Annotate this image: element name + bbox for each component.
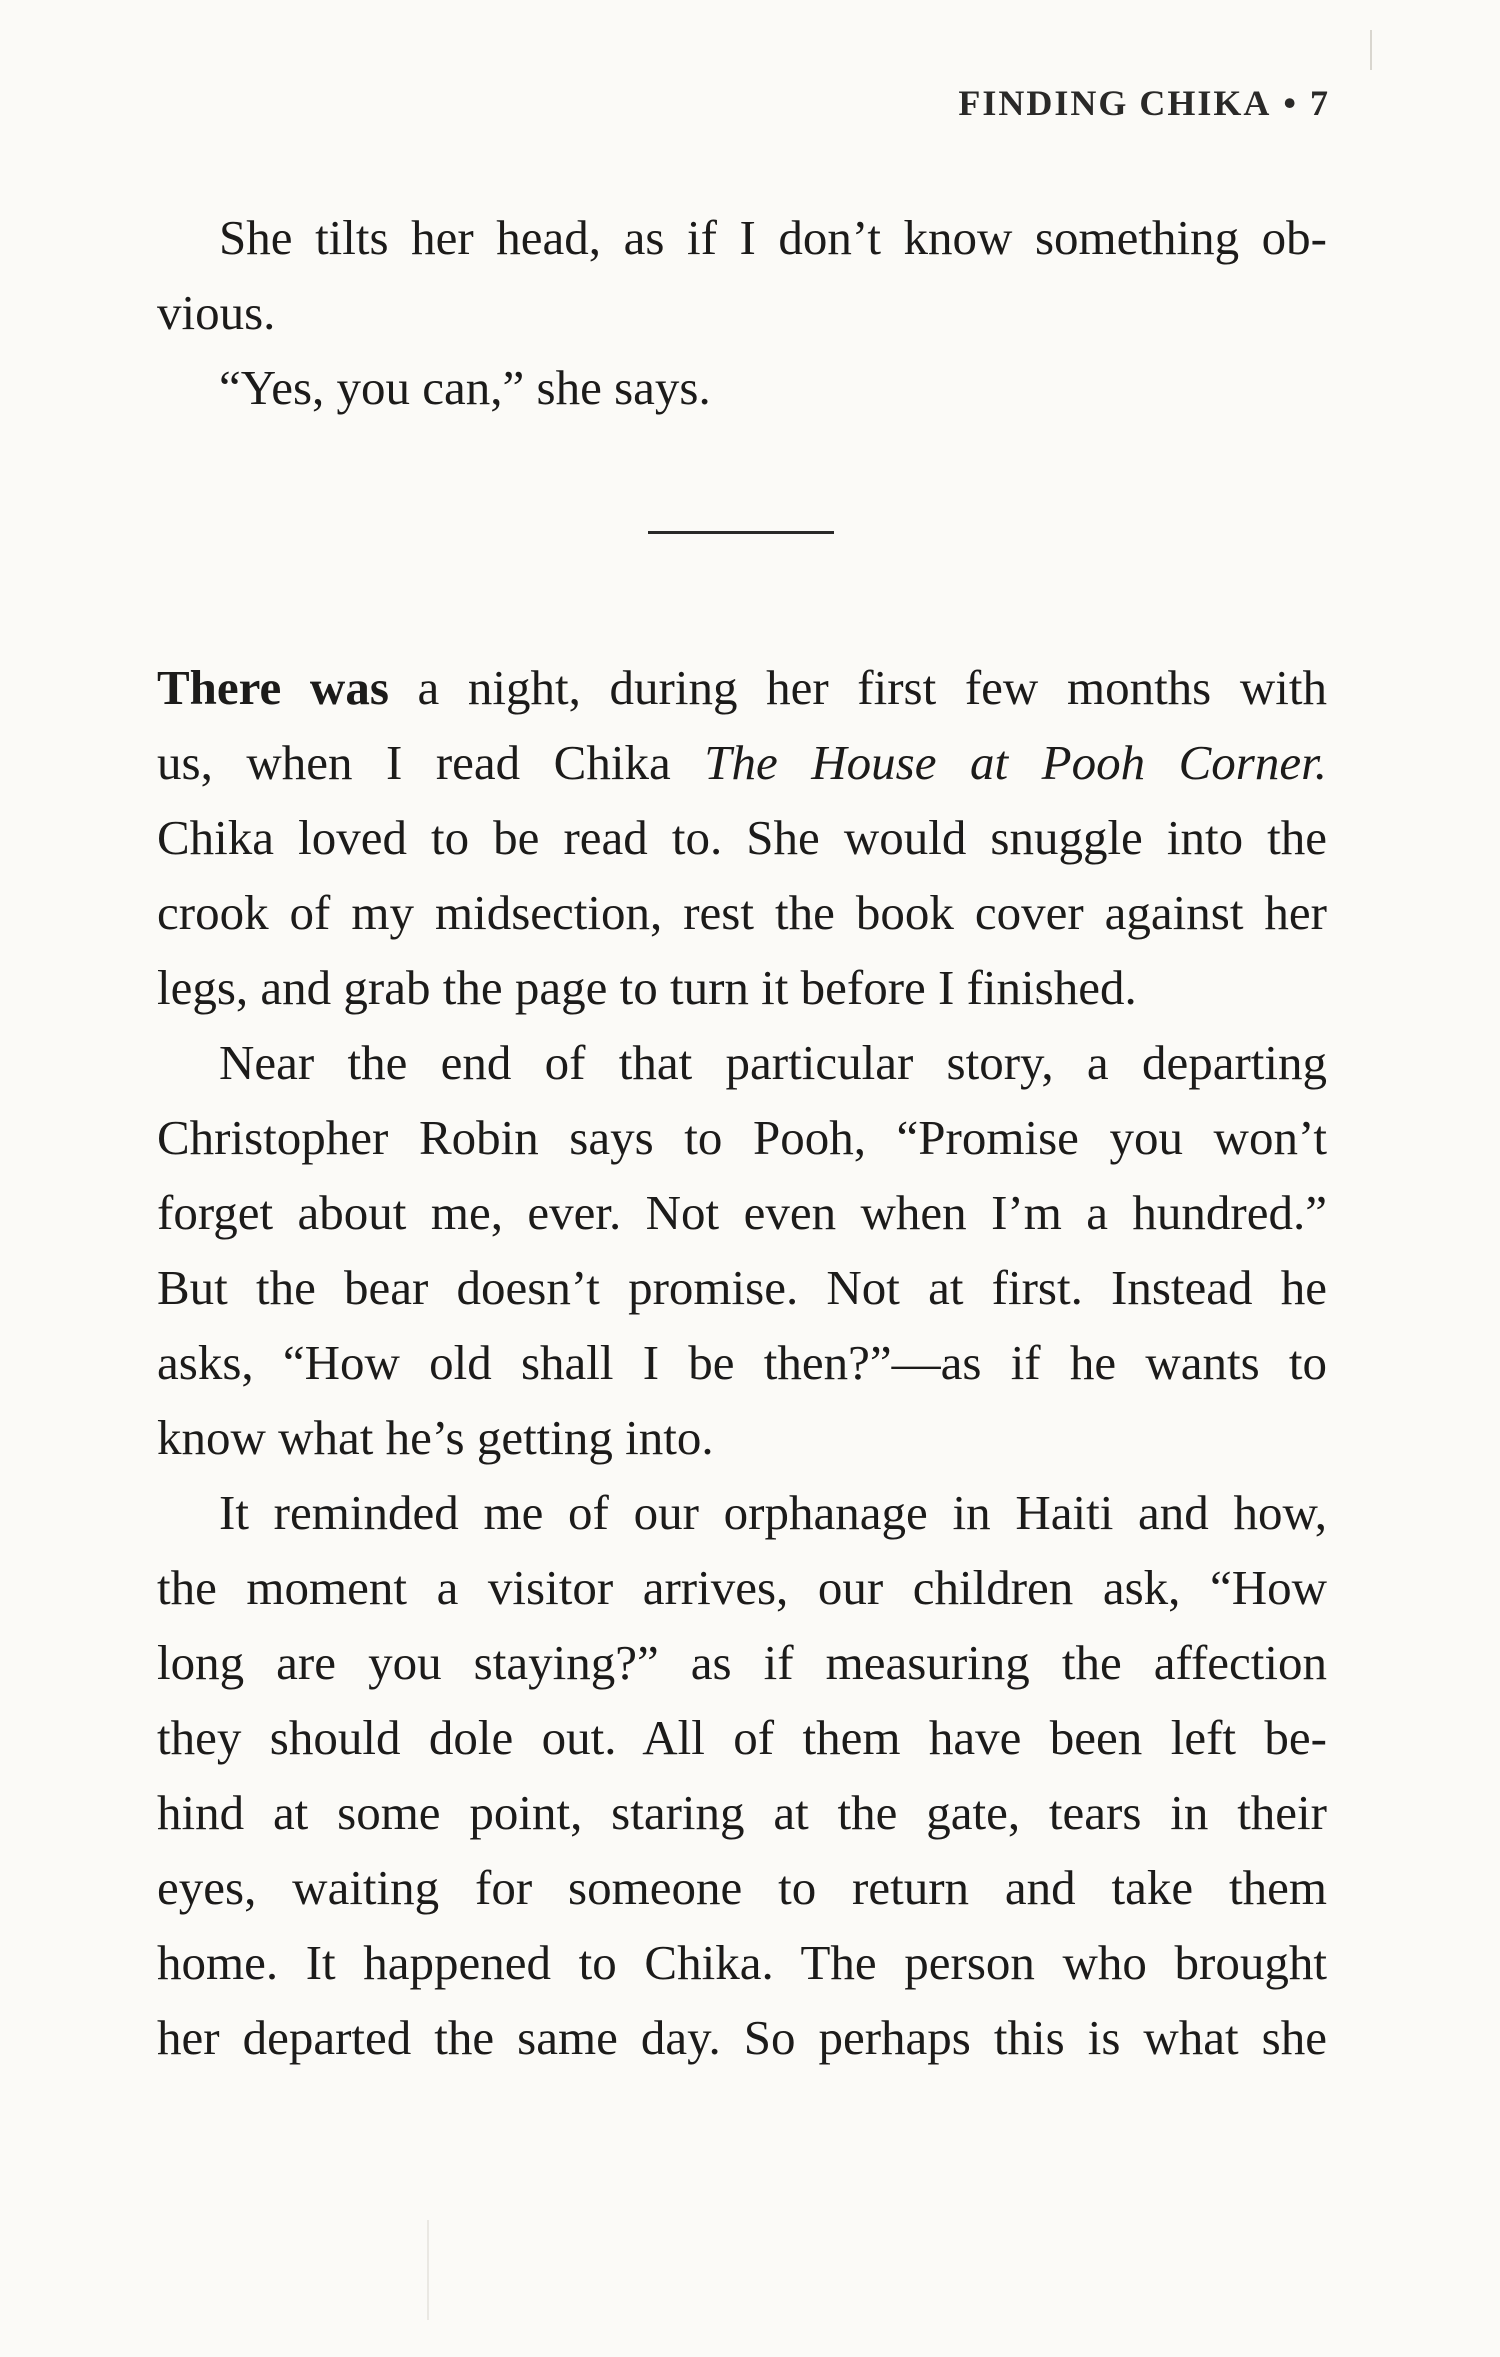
running-head [958, 82, 1330, 124]
text-line: eyes, waiting for someone to return and take them [157, 1860, 1327, 1915]
text-line: Chika loved to be read to. She would snuggle into the [157, 810, 1327, 865]
text-line [157, 650, 1327, 725]
text-line: long are you staying?” as if measuring the affection [157, 1635, 1327, 1690]
text-line: the moment a visitor arrives, our children ask, “How [157, 1560, 1327, 1615]
text-fragment: a night, during her first few months with [417, 660, 1327, 715]
paragraph [157, 1475, 1327, 2075]
paragraph [157, 1025, 1327, 1475]
scan-artifact [1370, 30, 1372, 70]
text-line: asks, “How old shall I be then?”—as if he wants to [157, 1335, 1327, 1390]
text-line: “Yes, you can,” she says. [219, 360, 711, 415]
text-line: home. It happened to Chika. The person who brought [157, 1935, 1327, 1990]
text-line: Christopher Robin says to Pooh, “Promise you won’t [157, 1110, 1327, 1165]
text-line: know what he’s getting into. [157, 1410, 714, 1465]
chapter-title: FINDING CHIKA [958, 83, 1272, 123]
book-title: The House at Pooh Corner. [704, 735, 1327, 790]
text-line: crook of my midsection, rest the book cover against her [157, 885, 1327, 940]
section-break-rule [648, 531, 834, 534]
text-line: Near the end of that particular story, a departing [219, 1035, 1327, 1090]
scan-artifact [427, 2220, 429, 2320]
text-fragment: us, when I read Chika [157, 735, 671, 790]
top-text-block [157, 200, 1327, 425]
text-line: they should dole out. All of them have been left be- [157, 1710, 1327, 1765]
paragraph [157, 350, 1327, 425]
main-text-block [157, 650, 1327, 2075]
text-line: forget about me, ever. Not even when I’m a hundred.” [157, 1185, 1327, 1240]
text-line: It reminded me of our orphanage in Haiti and how, [219, 1485, 1327, 1540]
text-line: legs, and grab the page to turn it before I finished. [157, 960, 1137, 1015]
text-line: her departed the same day. So perhaps this is what she [157, 2010, 1327, 2065]
paragraph [157, 650, 1327, 1025]
text-line: vious. [157, 285, 276, 340]
page-number: 7 [1310, 83, 1330, 123]
lead-in-text: There was [157, 660, 389, 715]
header-separator: • [1283, 83, 1298, 123]
text-line: But the bear doesn’t promise. Not at first. Instead he [157, 1260, 1327, 1315]
text-line: hind at some point, staring at the gate, tears in their [157, 1785, 1327, 1840]
paragraph [157, 200, 1327, 350]
text-line: She tilts her head, as if I don’t know something ob- [219, 210, 1327, 265]
text-line [157, 725, 1327, 800]
